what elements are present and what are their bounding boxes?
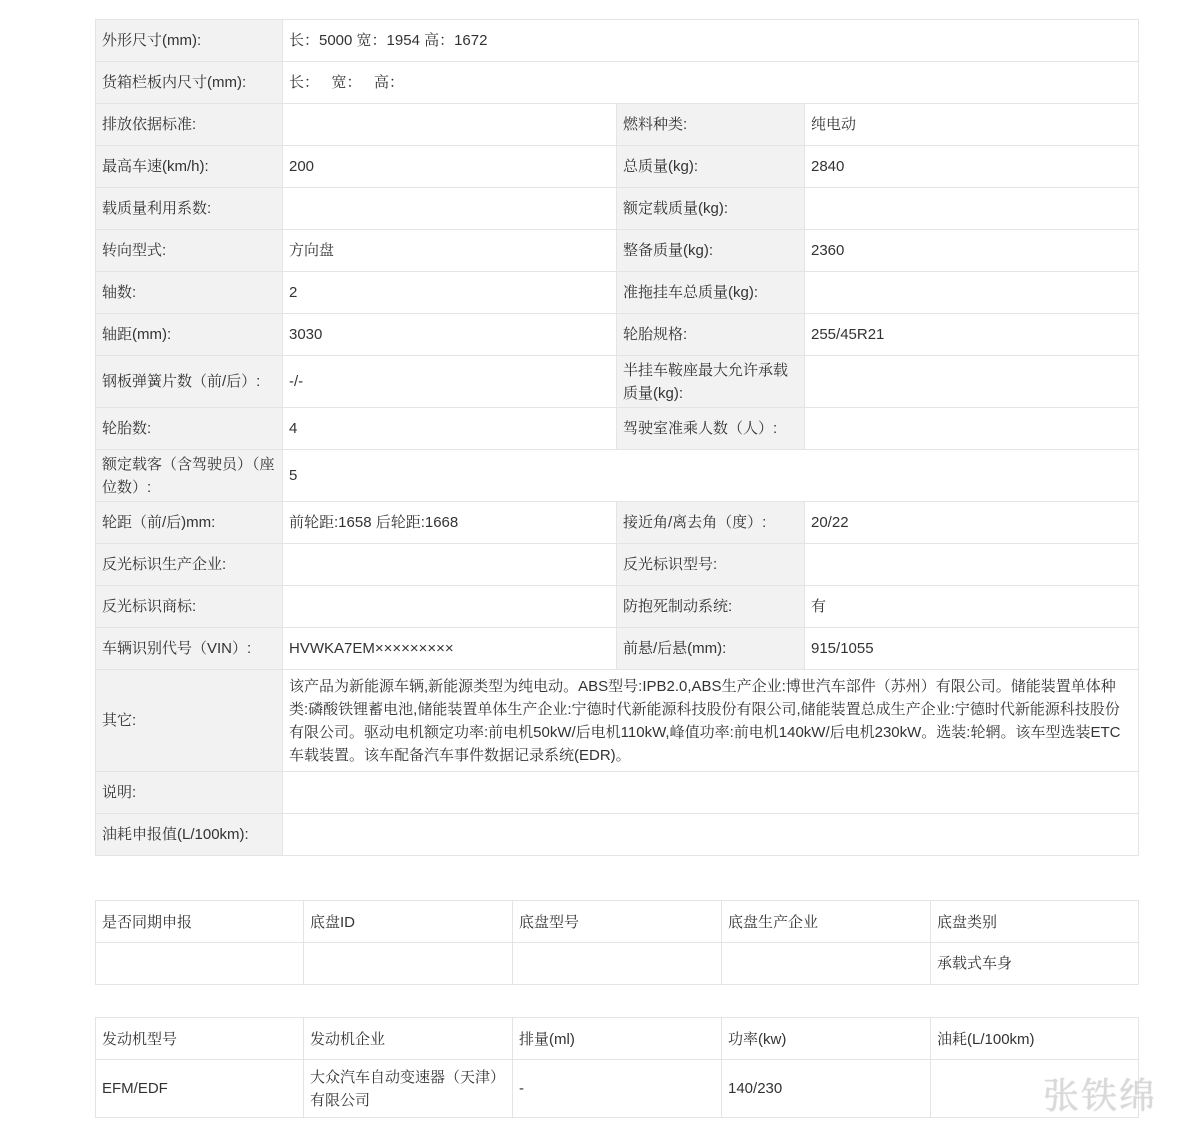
saddle-load-value: [805, 356, 1139, 408]
vin-value: HVWKA7EM×××××××××: [283, 628, 617, 670]
table-row: [96, 772, 1139, 814]
chassis-maker-value: [722, 943, 931, 985]
axle-count-label: 轴数:: [96, 272, 283, 314]
fuel-consumption-label: 油耗申报值(L/100km):: [96, 814, 283, 856]
reflector-model-label: 反光标识型号:: [617, 544, 805, 586]
other-value: 该产品为新能源车辆,新能源类型为纯电动。ABS型号:IPB2.0,ABS生产企业:博世汽车部件（苏州）有限公司。储能装置单体种类:磷酸铁锂蓄电池,储能装置单体生产企业:宁德时代新能源科技股份有限公司,储能装置总成生产企业:宁德时代新能源科技股份有限公司。驱动电机额定功率:前电机50kW/后电机110kW,峰值功率:前电机140kW/后电机230kW。选装:轮辋。该车型选装ETC车载装置。该车配备汽车事件数据记录系统(EDR)。: [283, 670, 1139, 772]
chassis-header-type: 底盘类别: [931, 901, 1139, 943]
table-row: [96, 20, 1139, 62]
cab-capacity-label: 驾驶室准乘人数（人）:: [617, 408, 805, 450]
tire-count-value: 4: [283, 408, 617, 450]
emission-standard-label: 排放依据标准:: [96, 104, 283, 146]
table-header-row: [96, 1018, 1139, 1060]
engine-header-power: 功率(kw): [722, 1018, 931, 1060]
chassis-model-value: [513, 943, 722, 985]
chassis-type-value: 承载式车身: [931, 943, 1139, 985]
track-width-value: 前轮距:1658 后轮距:1668: [283, 502, 617, 544]
engine-model-value: EFM/EDF: [96, 1060, 304, 1118]
leaf-spring-value: -/-: [283, 356, 617, 408]
cargo-dims-label: 货箱栏板内尺寸(mm):: [96, 62, 283, 104]
chassis-table: [95, 900, 1139, 985]
table-row: [96, 408, 1139, 450]
table-row: [96, 62, 1139, 104]
curb-mass-value: 2360: [805, 230, 1139, 272]
engine-header-displacement: 排量(ml): [513, 1018, 722, 1060]
table-row: [96, 188, 1139, 230]
rated-load-label: 额定载质量(kg):: [617, 188, 805, 230]
other-label: 其它:: [96, 670, 283, 772]
abs-value: 有: [805, 586, 1139, 628]
rated-load-value: [805, 188, 1139, 230]
engine-power-value: 140/230: [722, 1060, 931, 1118]
vehicle-spec-table: [95, 19, 1139, 856]
table-row: [96, 502, 1139, 544]
abs-label: 防抱死制动系统:: [617, 586, 805, 628]
engine-header-maker: 发动机企业: [304, 1018, 513, 1060]
chassis-id-value: [304, 943, 513, 985]
note-label: 说明:: [96, 772, 283, 814]
table-row: [96, 1060, 1139, 1118]
table-row: [96, 586, 1139, 628]
table-row: [96, 670, 1139, 772]
table-row: [96, 943, 1139, 985]
reflector-brand-value: [283, 586, 617, 628]
curb-mass-label: 整备质量(kg):: [617, 230, 805, 272]
chassis-header-maker: 底盘生产企业: [722, 901, 931, 943]
load-utilization-value: [283, 188, 617, 230]
table-row: [96, 104, 1139, 146]
fuel-type-value: 纯电动: [805, 104, 1139, 146]
fuel-type-label: 燃料种类:: [617, 104, 805, 146]
fuel-consumption-value: [283, 814, 1139, 856]
overhang-label: 前悬/后悬(mm):: [617, 628, 805, 670]
engine-displacement-value: -: [513, 1060, 722, 1118]
vin-label: 车辆识别代号（VIN）:: [96, 628, 283, 670]
table-header-row: [96, 901, 1139, 943]
saddle-load-label: 半挂车鞍座最大允许承载质量(kg):: [617, 356, 805, 408]
engine-table: [95, 1017, 1139, 1118]
table-row: [96, 146, 1139, 188]
cargo-dims-value: 长： 宽： 高：: [283, 62, 1139, 104]
trailer-mass-label: 准拖挂车总质量(kg):: [617, 272, 805, 314]
total-mass-value: 2840: [805, 146, 1139, 188]
track-width-label: 轮距（前/后)mm:: [96, 502, 283, 544]
reflector-model-value: [805, 544, 1139, 586]
table-row: [96, 230, 1139, 272]
table-row: [96, 544, 1139, 586]
reflector-maker-label: 反光标识生产企业:: [96, 544, 283, 586]
cab-capacity-value: [805, 408, 1139, 450]
seating-label: 额定载客（含驾驶员）（座位数）:: [96, 450, 283, 502]
table-row: [96, 314, 1139, 356]
chassis-header-id: 底盘ID: [304, 901, 513, 943]
max-speed-label: 最高车速(km/h):: [96, 146, 283, 188]
approach-angle-label: 接近角/离去角（度）:: [617, 502, 805, 544]
tire-count-label: 轮胎数:: [96, 408, 283, 450]
emission-standard-value: [283, 104, 617, 146]
seating-value: 5: [283, 450, 1139, 502]
steering-label: 转向型式:: [96, 230, 283, 272]
dims-value: 长：5000 宽：1954 高：1672: [283, 20, 1139, 62]
engine-header-model: 发动机型号: [96, 1018, 304, 1060]
table-row: [96, 814, 1139, 856]
reflector-brand-label: 反光标识商标:: [96, 586, 283, 628]
steering-value: 方向盘: [283, 230, 617, 272]
max-speed-value: 200: [283, 146, 617, 188]
tire-spec-label: 轮胎规格:: [617, 314, 805, 356]
reflector-maker-value: [283, 544, 617, 586]
chassis-header-model: 底盘型号: [513, 901, 722, 943]
overhang-value: 915/1055: [805, 628, 1139, 670]
wheelbase-label: 轴距(mm):: [96, 314, 283, 356]
dims-label: 外形尺寸(mm):: [96, 20, 283, 62]
approach-angle-value: 20/22: [805, 502, 1139, 544]
leaf-spring-label: 钢板弹簧片数（前/后）:: [96, 356, 283, 408]
total-mass-label: 总质量(kg):: [617, 146, 805, 188]
wheelbase-value: 3030: [283, 314, 617, 356]
engine-maker-value: 大众汽车自动变速器（天津）有限公司: [304, 1060, 513, 1118]
table-row: [96, 628, 1139, 670]
engine-header-consumption: 油耗(L/100km): [931, 1018, 1139, 1060]
table-row: [96, 272, 1139, 314]
tire-spec-value: 255/45R21: [805, 314, 1139, 356]
chassis-header-concurrent: 是否同期申报: [96, 901, 304, 943]
chassis-concurrent-value: [96, 943, 304, 985]
trailer-mass-value: [805, 272, 1139, 314]
table-row: [96, 450, 1139, 502]
table-row: [96, 356, 1139, 408]
load-utilization-label: 载质量利用系数:: [96, 188, 283, 230]
axle-count-value: 2: [283, 272, 617, 314]
note-value: [283, 772, 1139, 814]
watermark: 张铁绵: [1043, 1076, 1158, 1117]
